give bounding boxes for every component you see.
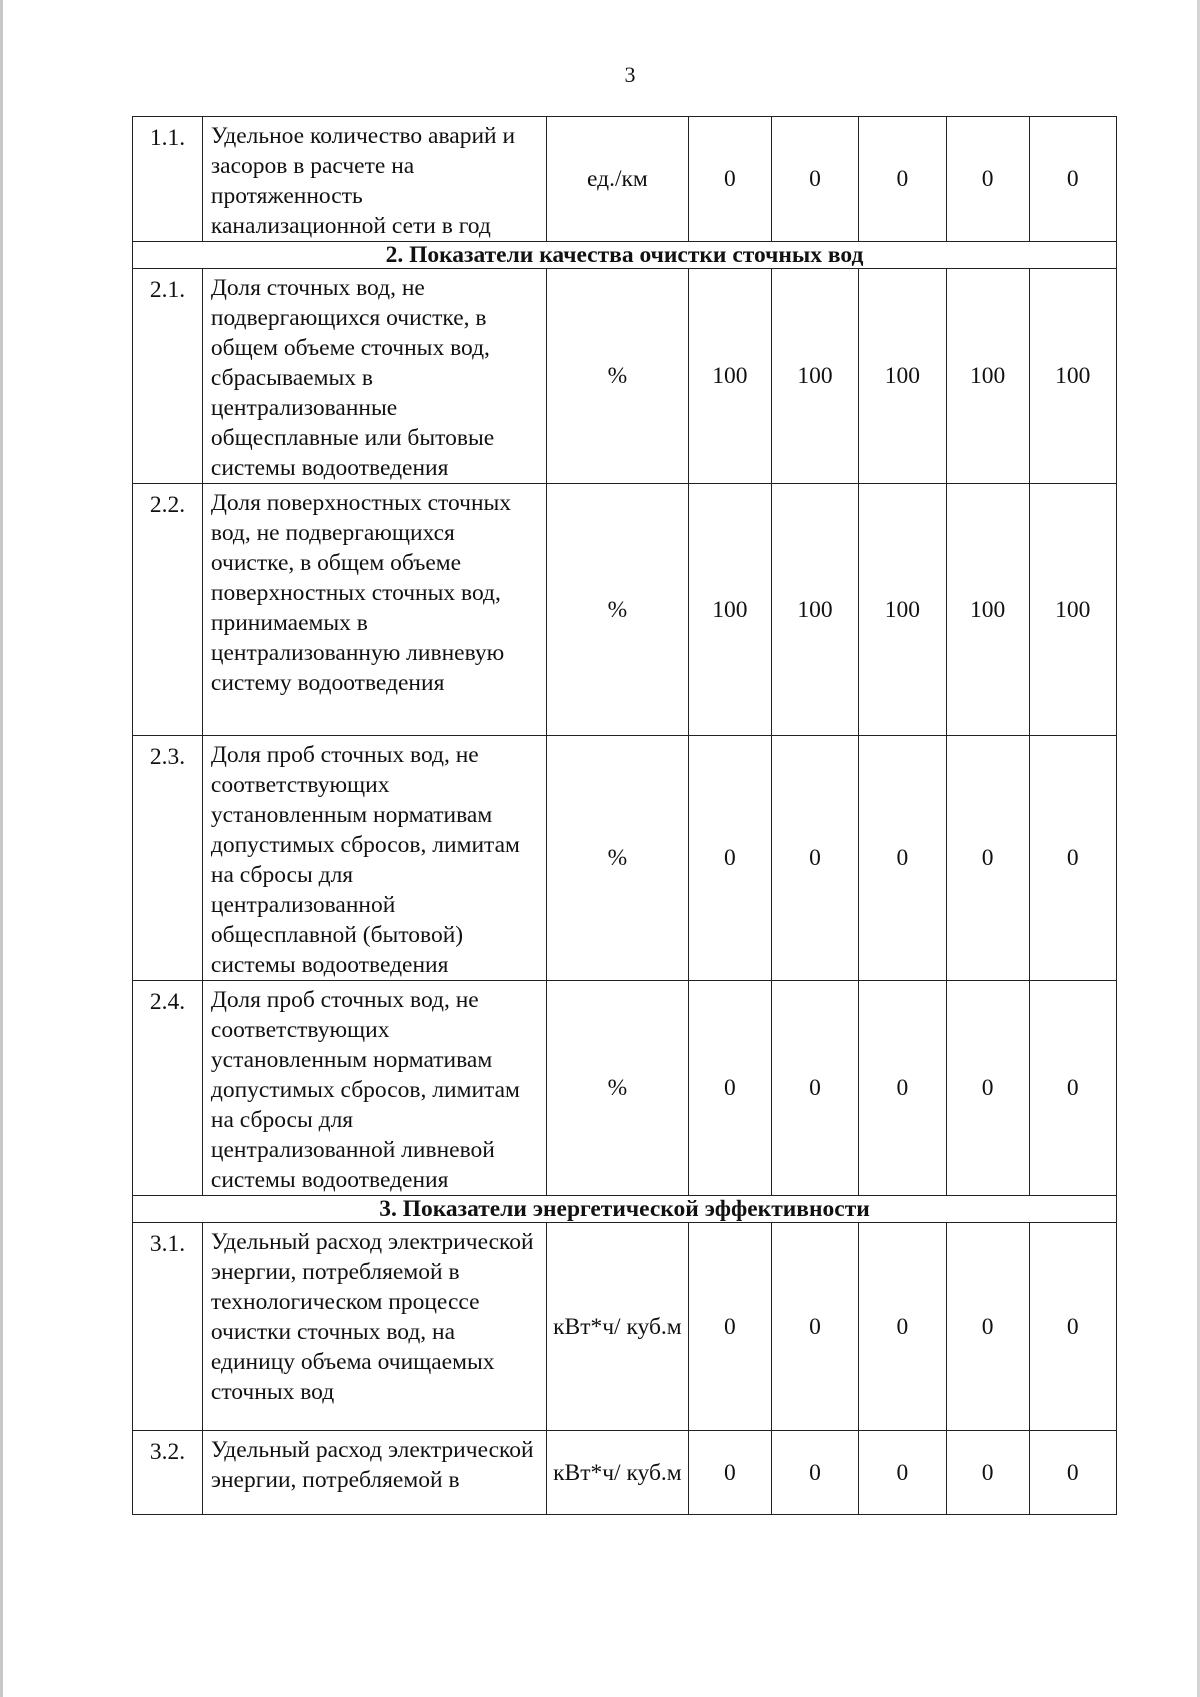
indicator-value: 0: [1029, 981, 1116, 1196]
indicator-value: 0: [771, 1431, 858, 1515]
indicator-value: 0: [1029, 736, 1116, 981]
table-row: [133, 484, 1117, 736]
indicator-value: 0: [859, 736, 946, 981]
indicator-value: 0: [859, 1223, 946, 1431]
indicator-value: 0: [859, 1431, 946, 1515]
indicator-value: 100: [859, 484, 946, 736]
indicator-value: 100: [771, 269, 858, 484]
unit-of-measure: %: [546, 981, 688, 1196]
indicator-value: 0: [1029, 1431, 1116, 1515]
unit-of-measure: ед./км: [546, 117, 688, 242]
unit-of-measure: %: [546, 484, 688, 736]
section-header-row: [133, 1196, 1117, 1223]
indicator-name: Удельный расход электрической энергии, потребляемой в технологическом процессе очистки сточных вод, на единицу объема очищаемых сточных вод: [202, 1223, 546, 1431]
row-number: 3.2.: [133, 1431, 203, 1515]
indicator-value: 0: [859, 117, 946, 242]
indicator-value: 0: [771, 117, 858, 242]
section-title: 3. Показатели энергетической эффективности: [133, 1196, 1117, 1223]
indicator-name: Доля проб сточных вод, не соответствующих установленным нормативам допустимых сбросов, лимитам на сбросы для централизованной общесплавной (бытовой) системы водоотведения: [202, 736, 546, 981]
indicator-value: 0: [946, 117, 1029, 242]
table-row: [133, 117, 1117, 242]
indicators-table-container: [132, 116, 1117, 1515]
scan-edge-left: [0, 0, 3, 1697]
indicator-value: 100: [946, 484, 1029, 736]
indicator-value: 100: [859, 269, 946, 484]
indicator-value: 0: [771, 736, 858, 981]
indicator-value: 0: [1029, 1223, 1116, 1431]
table-row: [133, 736, 1117, 981]
table-body: [133, 117, 1117, 1515]
indicator-value: 100: [688, 269, 771, 484]
indicator-value: 100: [771, 484, 858, 736]
indicator-name: Доля проб сточных вод, не соответствующих установленным нормативам допустимых сбросов, лимитам на сбросы для централизованной ливневой системы водоотведения: [202, 981, 546, 1196]
indicator-value: 100: [946, 269, 1029, 484]
unit-of-measure: %: [546, 736, 688, 981]
indicator-value: 0: [688, 1223, 771, 1431]
indicator-value: 0: [946, 1431, 1029, 1515]
row-number: 3.1.: [133, 1223, 203, 1431]
indicator-value: 100: [1029, 269, 1116, 484]
indicator-value: 0: [688, 117, 771, 242]
indicator-value: 0: [771, 1223, 858, 1431]
table-row: [133, 269, 1117, 484]
indicator-value: 0: [946, 1223, 1029, 1431]
indicator-name: Удельное количество аварий и засоров в расчете на протяженность канализационной сети в год: [202, 117, 546, 242]
indicator-value: 0: [946, 736, 1029, 981]
indicator-value: 0: [688, 736, 771, 981]
row-number: 2.4.: [133, 981, 203, 1196]
indicator-name: Удельный расход электрической энергии, потребляемой в: [202, 1431, 546, 1515]
row-number: 2.2.: [133, 484, 203, 736]
indicator-value: 0: [688, 1431, 771, 1515]
indicator-value: 0: [946, 981, 1029, 1196]
unit-of-measure: %: [546, 269, 688, 484]
row-number: 1.1.: [133, 117, 203, 242]
indicator-value: 100: [1029, 484, 1116, 736]
section-header-row: [133, 242, 1117, 269]
indicator-name: Доля поверхностных сточных вод, не подвергающихся очистке, в общем объеме поверхностных сточных вод, принимаемых в централизованную ливневую систему водоотведения: [202, 484, 546, 736]
indicator-value: 0: [771, 981, 858, 1196]
indicator-value: 100: [688, 484, 771, 736]
unit-of-measure: кВт*ч/ куб.м: [546, 1431, 688, 1515]
page-number: 3: [624, 62, 636, 87]
row-number: 2.3.: [133, 736, 203, 981]
section-title: 2. Показатели качества очистки сточных вод: [133, 242, 1117, 269]
indicator-value: 0: [1029, 117, 1116, 242]
table-row: [133, 1431, 1117, 1515]
unit-of-measure: кВт*ч/ куб.м: [546, 1223, 688, 1431]
indicator-value: 0: [859, 981, 946, 1196]
row-number: 2.1.: [133, 269, 203, 484]
table-row: [133, 981, 1117, 1196]
indicator-name: Доля сточных вод, не подвергающихся очистке, в общем объеме сточных вод, сбрасываемых в централизованные общесплавные или бытовые системы водоотведения: [202, 269, 546, 484]
table-row: [133, 1223, 1117, 1431]
indicators-table: [132, 116, 1117, 1515]
indicator-value: 0: [688, 981, 771, 1196]
